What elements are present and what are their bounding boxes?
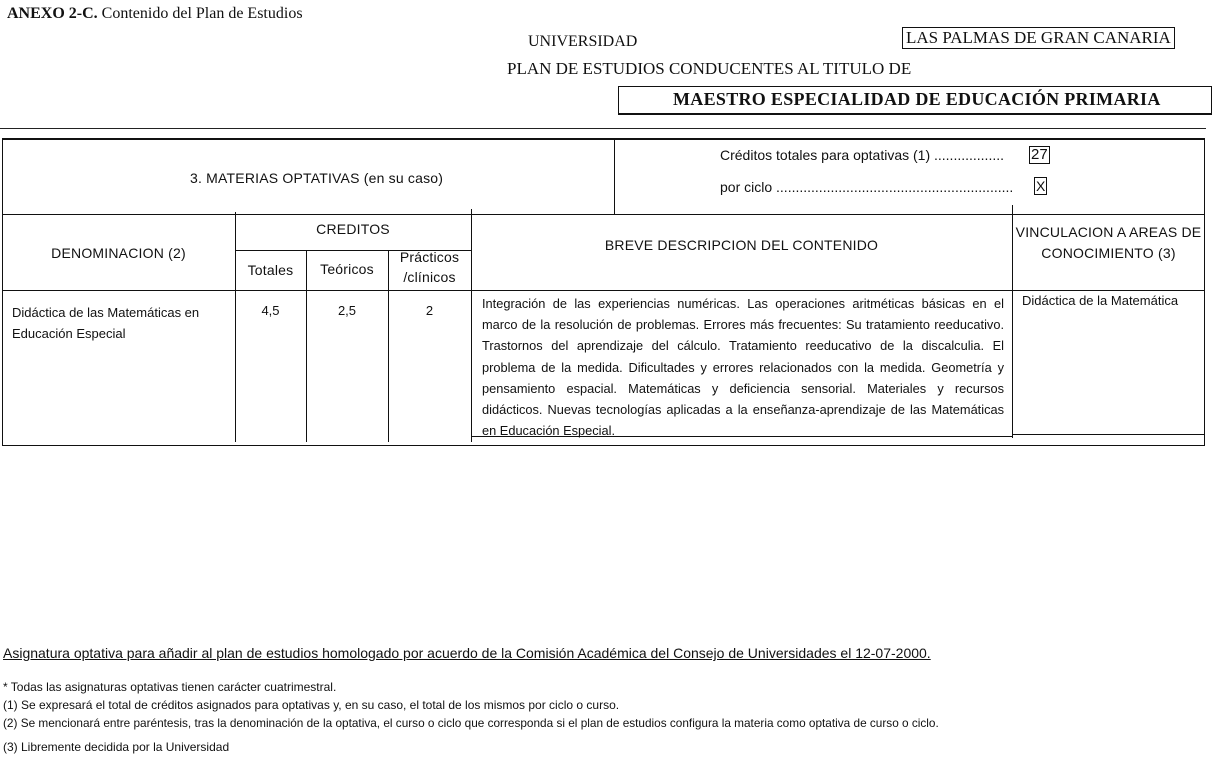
col-header-denominacion: DENOMINACION (2) xyxy=(51,245,186,261)
table-row-totales: 4,5 xyxy=(261,303,280,318)
table-row-denominacion xyxy=(12,302,232,344)
university-label: UNIVERSIDAD xyxy=(528,33,638,50)
table-bottom-rule xyxy=(2,445,1205,446)
col-header-vinculacion xyxy=(1012,222,1205,264)
col-header-vinculacion-line2: CONOCIMIENTO (3) xyxy=(1041,245,1176,261)
plan-label: PLAN DE ESTUDIOS CONDUCENTES AL TITULO DE xyxy=(507,59,912,78)
per-cycle-value: X xyxy=(1036,178,1046,194)
vinculacion-bottom-rule xyxy=(1012,434,1205,435)
degree-title-box xyxy=(618,86,1212,115)
homologation-note: Asignatura optativa para añadir al plan de estudios homologado por acuerdo de la Comisión Académica del Consejo de Universidades el 12-07-2000. xyxy=(3,645,931,661)
col-divider xyxy=(306,250,307,442)
denominacion-line2: Educación Especial xyxy=(12,326,126,341)
col-header-descripcion: BREVE DESCRIPCION DEL CONTENIDO xyxy=(604,237,879,253)
col-header-vinculacion-line1: VINCULACION A AREAS DE xyxy=(1015,224,1202,240)
table-row-vinculacion: Didáctica de la Matemática xyxy=(1022,293,1179,308)
university-value: LAS PALMAS DE GRAN CANARIA xyxy=(902,27,1175,49)
col-header-practicos-line2: /clínicos xyxy=(403,269,456,285)
degree-title: MAESTRO ESPECIALIDAD DE EDUCACIÓN PRIMARIA xyxy=(673,89,1161,109)
col-header-practicos xyxy=(388,247,471,287)
footnote-asterisk: * Todas las asignaturas optativas tienen carácter cuatrimestral. xyxy=(3,680,337,694)
footnote-1: (1) Se expresará el total de créditos asignados para optativas y, en su caso, el total de los mismos por ciclo o curso. xyxy=(3,698,620,712)
annex-subtitle: Contenido del Plan de Estudios xyxy=(101,5,303,22)
footnote-2: (2) Se mencionará entre paréntesis, tras la denominación de la optativa, el curso o ciclo que corresponda si el plan de estudios configura la materia como optativa de curso o ciclo. xyxy=(3,716,939,730)
table-row-practicos: 2 xyxy=(425,303,434,318)
footnote-3: (3) Libremente decidida por la Universidad xyxy=(3,740,230,754)
section-header-box xyxy=(2,138,1205,215)
denominacion-line1: Didáctica de las Matemáticas en xyxy=(12,305,200,320)
col-header-practicos-line1: Prácticos xyxy=(399,249,460,265)
table-row-descripcion: Integración de las experiencias numéricas. Las operaciones aritméticas básicas en el marco de la resolución de problemas. Errores más frecuentes: Su tratamiento reeducativo. Trastornos del aprendizaje del cálculo. Tratamiento reeducativo de la discalculia. El problema de la medida. Dificultades y errores relacionados con la medida. Geometría y pensamiento espacial. Matemáticas y deficiencia sensorial. Materiales y recursos didácticos. Nuevas tecnologías aplicadas a la enseñanza-aprendizaje de las Matemáticas en Educación Especial. xyxy=(482,296,1004,439)
top-divider xyxy=(0,128,1206,129)
col-header-creditos: CREDITOS xyxy=(316,221,390,237)
section-header-divider xyxy=(614,138,615,214)
col-header-teoricos: Teóricos xyxy=(320,261,374,277)
col-divider xyxy=(235,212,236,442)
optional-credits-label: Créditos totales para optativas (1) .................. xyxy=(720,147,1005,163)
annex-number: ANEXO 2-C. xyxy=(7,5,98,22)
annex-heading xyxy=(7,5,303,23)
optional-credits-value: 27 xyxy=(1031,146,1048,163)
col-header-totales: Totales xyxy=(247,262,294,278)
table-row-teoricos: 2,5 xyxy=(337,303,357,318)
section-title: 3. MATERIAS OPTATIVAS (en su caso) xyxy=(190,170,444,186)
per-cycle-label: por ciclo ............................................................. xyxy=(720,179,1014,195)
